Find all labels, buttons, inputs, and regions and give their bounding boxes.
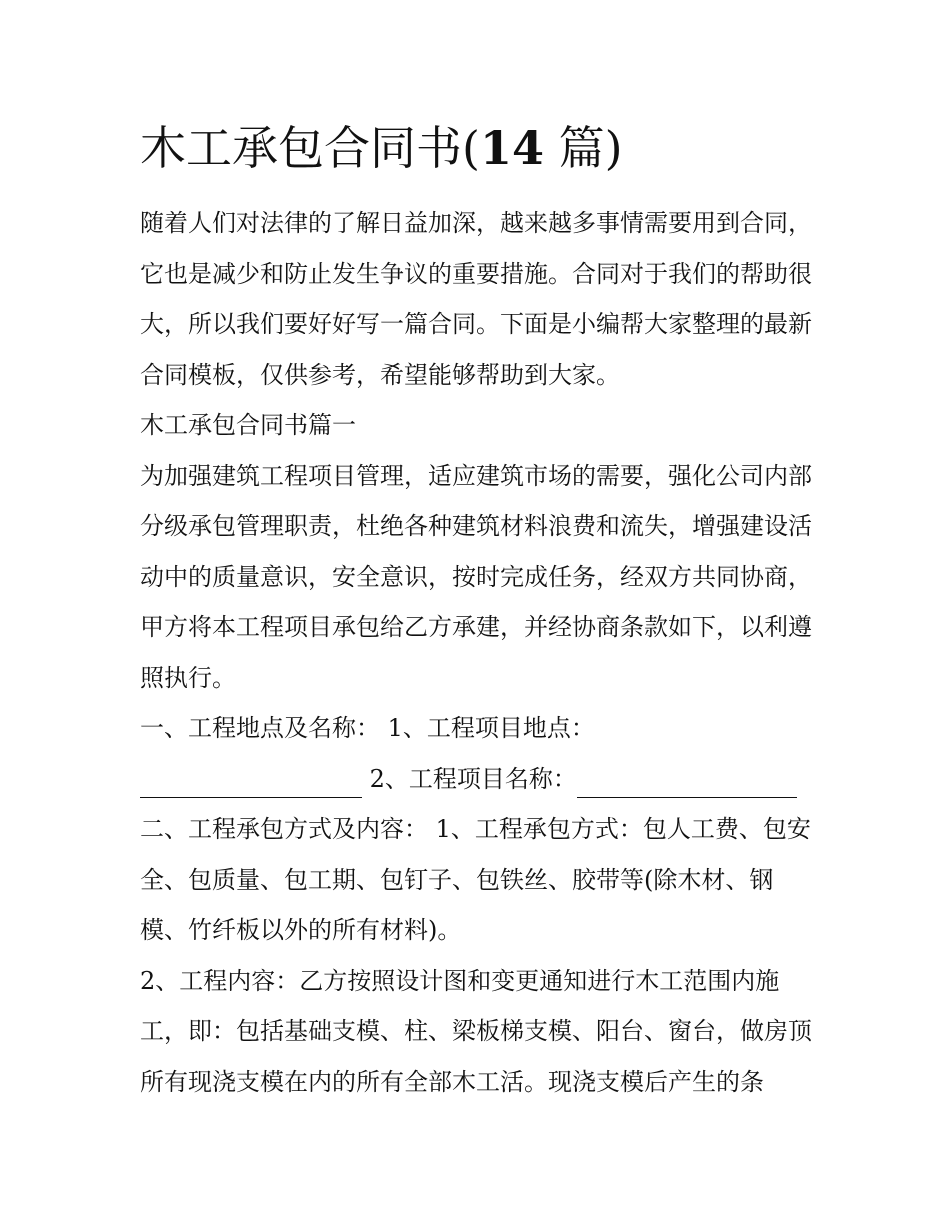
clause-2-paragraph: 二、工程承包方式及内容： 1、工程承包方式：包人工费、包安全、包质量、包工期、包钉子、包铁丝、胶带等(除木材、钢模、竹纤板以外的所有材料)。 (140, 815, 811, 944)
title-prefix: 木工承包合同书( (140, 121, 480, 175)
clause-1-line: 一、工程地点及名称： 1、工程项目地点： (140, 714, 595, 742)
project-name-blank (577, 767, 797, 798)
title-number: 14 (479, 121, 544, 175)
intro-paragraph: 随着人们对法律的了解日益加深，越来越多事情需要用到合同，它也是减少和防止发生争议的重要措施。合同对于我们的帮助很大，所以我们要好好写一篇合同。下面是小编帮大家整理的最新合同模板，仅供参考，希望能够帮助到大家。 (140, 209, 812, 389)
document-title (140, 118, 623, 178)
section-heading: 木工承包合同书篇一 (140, 411, 356, 439)
project-location-blank (140, 767, 362, 798)
clause-1-fill-line (140, 754, 812, 805)
clause-1-item-2: 2、工程项目名称： (362, 764, 577, 793)
clause-2-item-2-paragraph: 2、工程内容：乙方按照设计图和变更通知进行木工范围内施工，即：包括基础支模、柱、梁板梯支模、阳台、窗台，做房顶所有现浇支模在内的所有全部木工活。现浇支模后产生的条 (140, 966, 812, 1096)
title-suffix: 篇) (543, 121, 623, 175)
purpose-paragraph: 为加强建筑工程项目管理，适应建筑市场的需要，强化公司内部分级承包管理职责，杜绝各种建筑材料浪费和流失，增强建设活动中的质量意识，安全意识，按时完成任务，经双方共同协商，甲方将本工程项目承包给乙方承建，并经协商条款如下，以利遵照执行。 (140, 461, 812, 692)
document-body (140, 198, 812, 1107)
